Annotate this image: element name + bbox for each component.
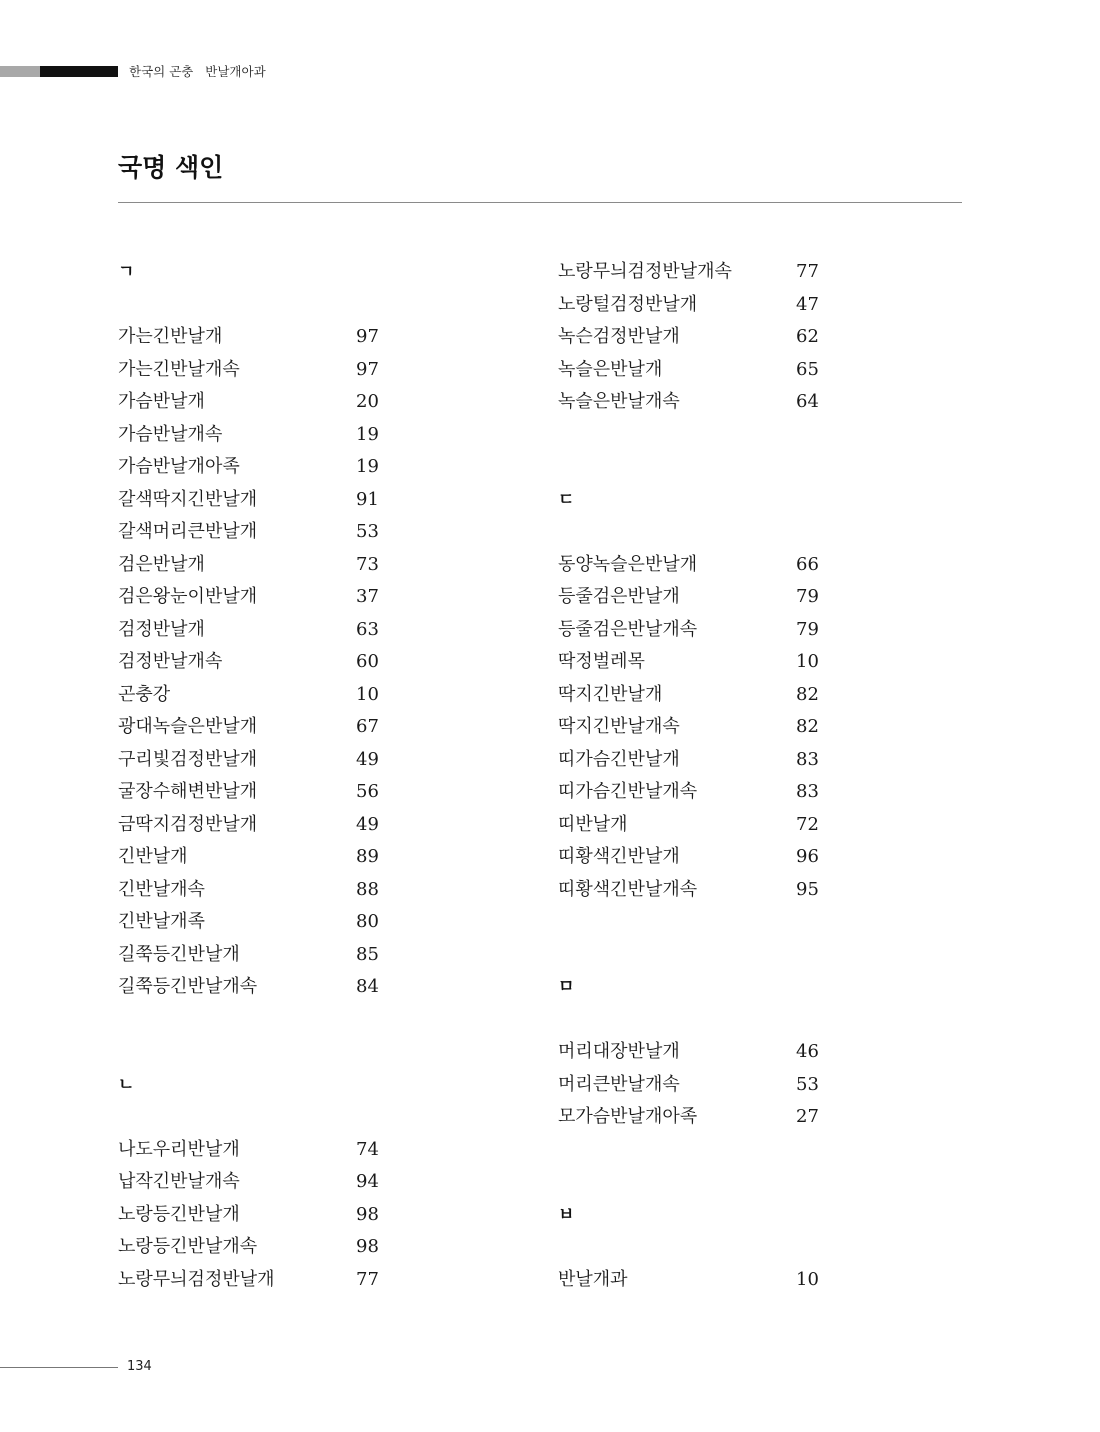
index-entry bbox=[118, 516, 478, 549]
entry-name: 등줄검은반날개속 bbox=[558, 618, 698, 640]
entry-name: 광대녹슬은반날개 bbox=[118, 716, 258, 737]
entry-page: 84 bbox=[356, 976, 379, 997]
index-entry bbox=[118, 1231, 478, 1264]
entry-name: 검정반날개속 bbox=[118, 651, 223, 672]
entry-page: 74 bbox=[356, 1138, 379, 1160]
index-entry bbox=[118, 1166, 478, 1199]
entry-page: 98 bbox=[356, 1203, 379, 1225]
footer-rule bbox=[0, 1367, 118, 1368]
entry-page: 63 bbox=[356, 618, 379, 640]
entry-page: 77 bbox=[796, 261, 819, 282]
index-entry bbox=[558, 776, 918, 809]
entry-name: 노랑무늬검정반날개 bbox=[118, 1268, 275, 1290]
page-number: 134 bbox=[127, 1359, 152, 1374]
index-entry bbox=[118, 841, 478, 874]
index-entry bbox=[118, 1264, 478, 1297]
entry-name: 띠반날개 bbox=[558, 813, 628, 835]
entry-name: 노랑털검정반날개 bbox=[558, 293, 698, 315]
entry-page: 27 bbox=[796, 1106, 819, 1127]
index-entry bbox=[558, 841, 918, 874]
entry-page: 56 bbox=[356, 781, 379, 802]
page-title: 국명 색인 bbox=[118, 153, 224, 182]
entry-name: 노랑무늬검정반날개속 bbox=[558, 261, 732, 282]
index-entry bbox=[118, 646, 478, 679]
entry-page: 37 bbox=[356, 586, 379, 607]
entry-page: 79 bbox=[796, 586, 819, 607]
entry-page: 72 bbox=[796, 813, 819, 835]
index-entry bbox=[118, 776, 478, 809]
entry-page: 91 bbox=[356, 488, 379, 510]
index-entry bbox=[558, 386, 918, 419]
entry-page: 97 bbox=[356, 358, 379, 380]
entry-name: 긴반날개족 bbox=[118, 911, 205, 932]
entry-page: 95 bbox=[796, 878, 819, 900]
entry-page: 10 bbox=[356, 683, 379, 705]
entry-name: 긴반날개 bbox=[118, 846, 188, 867]
index-entry bbox=[118, 939, 478, 972]
entry-page: 65 bbox=[796, 358, 819, 380]
index-entry bbox=[118, 809, 478, 842]
entry-name: 갈색딱지긴반날개 bbox=[118, 488, 258, 510]
running-title: 한국의 곤충 반날개아과 bbox=[129, 64, 266, 79]
index-entry bbox=[118, 549, 478, 582]
entry-page: 80 bbox=[356, 911, 379, 932]
header-bar-gray bbox=[0, 66, 40, 77]
entry-name: 굴장수해변반날개 bbox=[118, 781, 258, 802]
section-letter: ㅂ bbox=[558, 1204, 575, 1225]
entry-page: 66 bbox=[796, 553, 819, 575]
entry-page: 47 bbox=[796, 293, 819, 315]
entry-page: 97 bbox=[356, 326, 379, 347]
index-entry bbox=[118, 451, 478, 484]
index-entry bbox=[118, 386, 478, 419]
entry-name: 반날개과 bbox=[558, 1268, 628, 1290]
index-entry bbox=[118, 1134, 478, 1167]
entry-name: 등줄검은반날개 bbox=[558, 586, 680, 607]
index-entry bbox=[118, 581, 478, 614]
entry-name: 노랑등긴반날개속 bbox=[118, 1236, 258, 1257]
entry-name: 길쭉등긴반날개속 bbox=[118, 976, 258, 997]
index-entry bbox=[558, 321, 918, 354]
section-letter: ㄷ bbox=[558, 489, 575, 510]
entry-name: 띠가슴긴반날개 bbox=[558, 748, 680, 770]
index-entry bbox=[118, 744, 478, 777]
index-entry bbox=[118, 971, 478, 1004]
entry-name: 검은반날개 bbox=[118, 553, 205, 575]
entry-name: 구리빛검정반날개 bbox=[118, 748, 258, 770]
entry-page: 77 bbox=[356, 1268, 379, 1290]
section-letter: ㅁ bbox=[558, 977, 575, 997]
entry-name: 모가슴반날개아족 bbox=[558, 1106, 698, 1127]
entry-page: 60 bbox=[356, 651, 379, 672]
index-entry bbox=[118, 906, 478, 939]
index-entry bbox=[558, 1069, 918, 1102]
section-letter: ㄱ bbox=[118, 262, 135, 282]
entry-page: 79 bbox=[796, 618, 819, 640]
entry-page: 19 bbox=[356, 423, 379, 445]
entry-name: 곤충강 bbox=[118, 683, 171, 705]
entry-page: 88 bbox=[356, 878, 379, 900]
entry-name: 검은왕눈이반날개 bbox=[118, 586, 258, 607]
index-entry bbox=[558, 809, 918, 842]
index-entry bbox=[118, 679, 478, 712]
entry-name: 길쭉등긴반날개 bbox=[118, 943, 240, 965]
entry-page: 67 bbox=[356, 716, 379, 737]
entry-name: 녹슬은반날개속 bbox=[558, 391, 680, 412]
index-entry bbox=[558, 744, 918, 777]
entry-name: 녹슬은반날개 bbox=[558, 358, 663, 380]
entry-name: 띠가슴긴반날개속 bbox=[558, 781, 698, 802]
entry-page: 73 bbox=[356, 553, 379, 575]
index-entry bbox=[118, 419, 478, 452]
index-entry bbox=[558, 1101, 918, 1134]
entry-page: 10 bbox=[796, 651, 819, 672]
index-entry bbox=[558, 874, 918, 907]
entry-page: 85 bbox=[356, 943, 379, 965]
entry-page: 62 bbox=[796, 326, 819, 347]
entry-page: 94 bbox=[356, 1171, 379, 1192]
index-entry bbox=[118, 354, 478, 387]
index-entry bbox=[558, 614, 918, 647]
entry-page: 46 bbox=[796, 1041, 819, 1062]
entry-name: 금딱지검정반날개 bbox=[118, 813, 258, 835]
entry-name: 가는긴반날개 bbox=[118, 326, 223, 347]
entry-page: 49 bbox=[356, 748, 379, 770]
index-entry bbox=[558, 354, 918, 387]
entry-page: 10 bbox=[796, 1268, 819, 1290]
entry-page: 53 bbox=[796, 1073, 819, 1095]
entry-name: 노랑등긴반날개 bbox=[118, 1203, 240, 1225]
entry-name: 머리큰반날개속 bbox=[558, 1073, 680, 1095]
index-entry bbox=[558, 1264, 918, 1297]
entry-name: 갈색머리큰반날개 bbox=[118, 521, 258, 542]
index-entry bbox=[558, 256, 918, 289]
index-column-left bbox=[118, 256, 478, 1296]
index-column-right bbox=[558, 256, 918, 1296]
section-letter: ㄴ bbox=[118, 1074, 135, 1095]
entry-page: 49 bbox=[356, 813, 379, 835]
entry-name: 가슴반날개 bbox=[118, 391, 205, 412]
entry-page: 82 bbox=[796, 716, 819, 737]
entry-page: 64 bbox=[796, 391, 819, 412]
entry-page: 83 bbox=[796, 748, 819, 770]
index-entry bbox=[558, 289, 918, 322]
entry-name: 딱지긴반날개속 bbox=[558, 716, 680, 737]
entry-page: 89 bbox=[356, 846, 379, 867]
entry-page: 20 bbox=[356, 391, 379, 412]
entry-name: 녹슨검정반날개 bbox=[558, 326, 680, 347]
entry-name: 가는긴반날개속 bbox=[118, 358, 240, 380]
entry-name: 검정반날개 bbox=[118, 618, 205, 640]
index-entry bbox=[558, 581, 918, 614]
entry-page: 83 bbox=[796, 781, 819, 802]
entry-name: 딱지긴반날개 bbox=[558, 683, 663, 705]
entry-name: 나도우리반날개 bbox=[118, 1138, 240, 1160]
entry-page: 53 bbox=[356, 521, 379, 542]
entry-name: 머리대장반날개 bbox=[558, 1041, 680, 1062]
entry-page: 82 bbox=[796, 683, 819, 705]
entry-name: 동양녹슬은반날개 bbox=[558, 553, 698, 575]
index-entry bbox=[118, 484, 478, 517]
index-entry bbox=[118, 614, 478, 647]
entry-name: 딱정벌레목 bbox=[558, 651, 645, 672]
entry-name: 납작긴반날개속 bbox=[118, 1171, 240, 1192]
index-entry bbox=[118, 874, 478, 907]
index-entry bbox=[558, 711, 918, 744]
entry-name: 띠황색긴반날개속 bbox=[558, 878, 698, 900]
index-entry bbox=[118, 321, 478, 354]
title-divider bbox=[118, 202, 962, 203]
entry-name: 가슴반날개속 bbox=[118, 423, 223, 445]
index-entry bbox=[558, 646, 918, 679]
header-bar-black bbox=[40, 66, 118, 77]
index-entry bbox=[118, 1199, 478, 1232]
index-entry bbox=[118, 711, 478, 744]
entry-page: 98 bbox=[356, 1236, 379, 1257]
entry-page: 19 bbox=[356, 456, 379, 477]
index-entry bbox=[558, 549, 918, 582]
entry-page: 96 bbox=[796, 846, 819, 867]
index-entry bbox=[558, 1036, 918, 1069]
index-entry bbox=[558, 679, 918, 712]
entry-name: 가슴반날개아족 bbox=[118, 456, 240, 477]
entry-name: 띠황색긴반날개 bbox=[558, 846, 680, 867]
entry-name: 긴반날개속 bbox=[118, 878, 205, 900]
